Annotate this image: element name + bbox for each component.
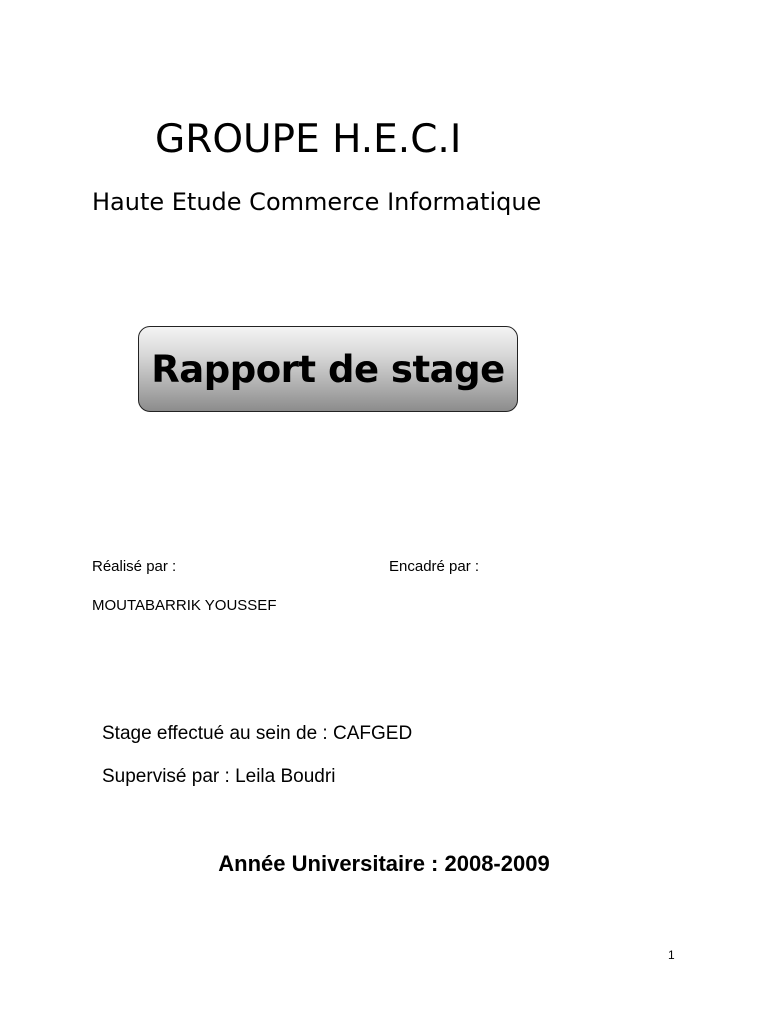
realise-par-label: Réalisé par : [92, 558, 177, 575]
organization-subtitle: Haute Etude Commerce Informatique [92, 188, 542, 216]
page-number: 1 [668, 948, 675, 962]
academic-year: Année Universitaire : 2008-2009 [218, 851, 550, 876]
organization-title: GROUPE H.E.C.I [155, 117, 462, 162]
encadre-par-label: Encadré par : [389, 558, 480, 575]
stage-company-line: Stage effectué au sein de : CAFGED [102, 723, 413, 744]
report-title-box [138, 326, 518, 412]
report-title: Rapport de stage [151, 347, 505, 391]
author-name: MOUTABARRIK YOUSSEF [92, 597, 277, 614]
supervisor-line: Supervisé par : Leila Boudri [102, 766, 336, 787]
